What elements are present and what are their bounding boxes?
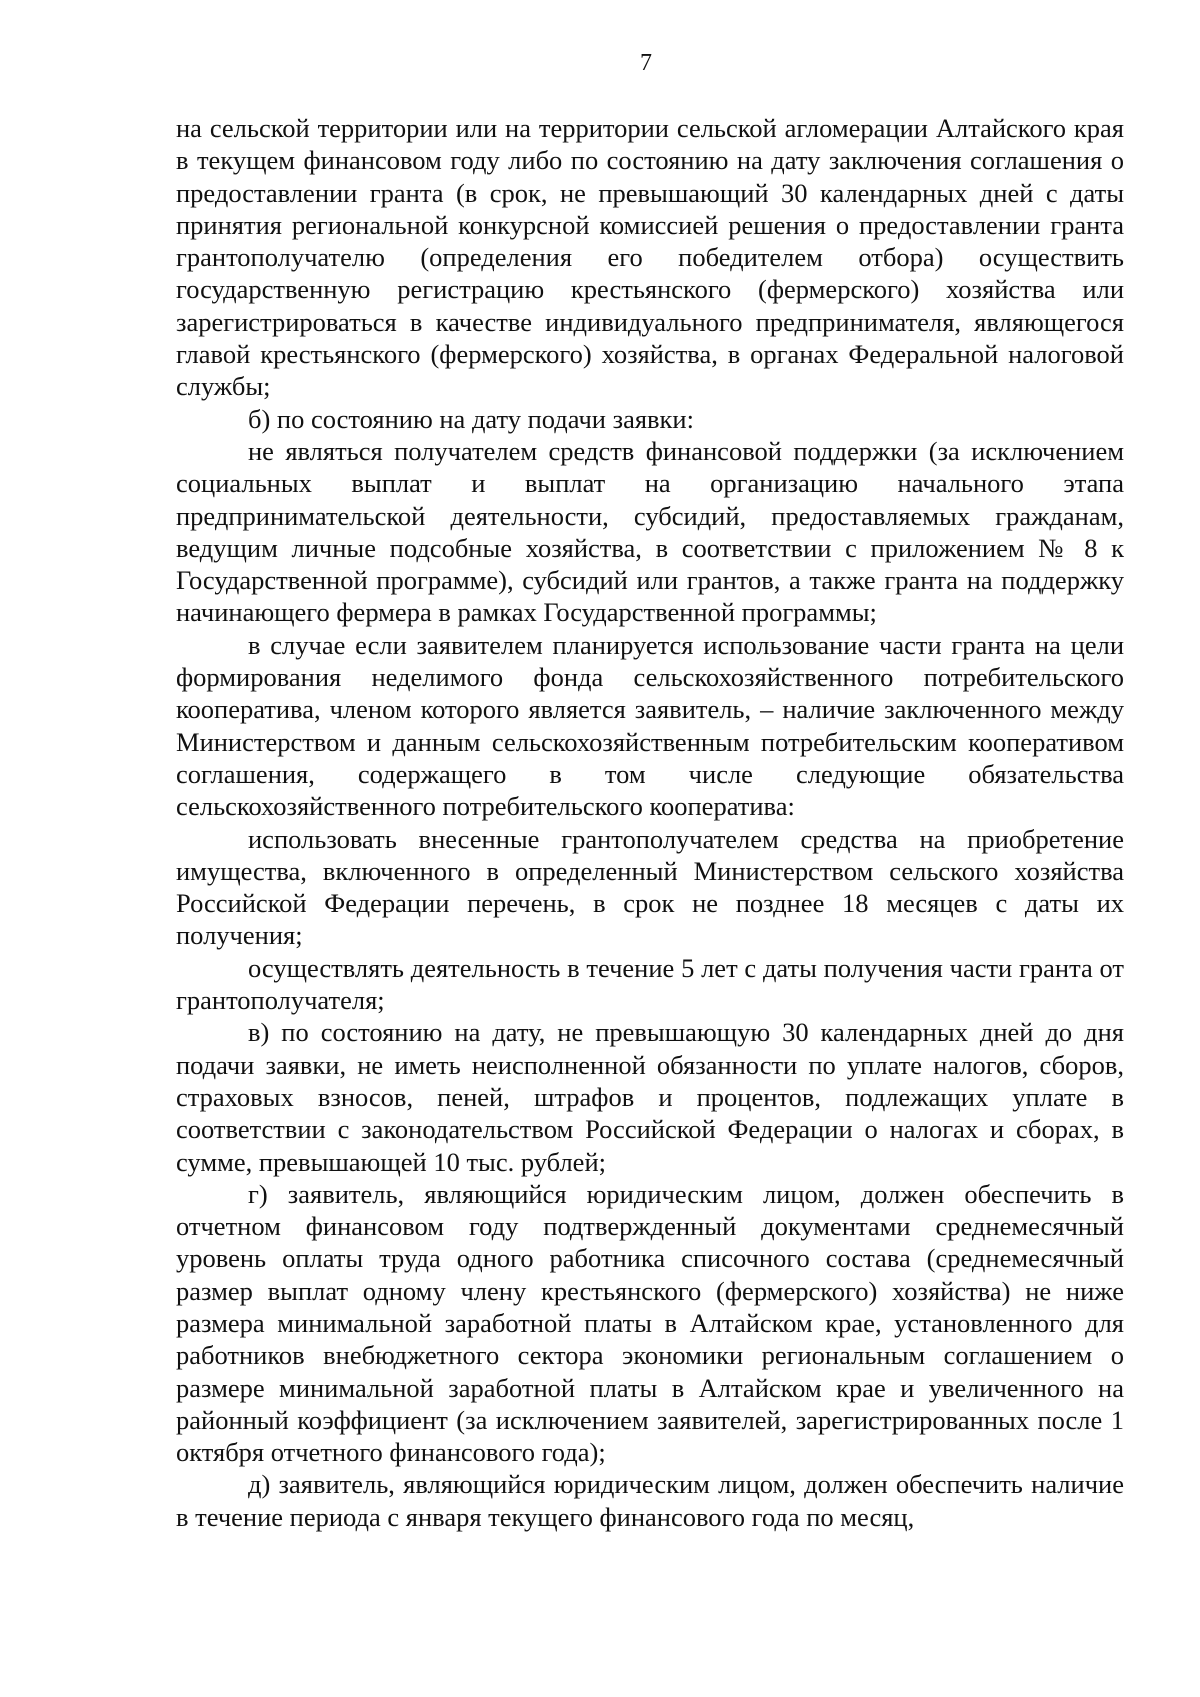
paragraph-b-obligation-2: осуществлять деятельность в течение 5 лет с даты получения части гранта от грантополучателя; [176, 952, 1124, 1016]
paragraph-continuation: на сельской территории или на территории сельской агломерации Алтайского края в текущем финансовом году либо по состоянию на дату заключения соглашения о предоставлении гранта (в срок, не превышающий 30 календарных дней с даты принятия региональной конкурсной комиссией решения о предоставлении гранта грантополучателю (определения его победителем отбора) осуществить государственную регистрацию крестьянского (фермерского) хозяйства или зарегистрироваться в качестве индивидуального предпринимателя, являющегося главой крестьянского (фермерского) хозяйства, в органах Федеральной налоговой службы; [176, 113, 1124, 402]
paragraph-d: д) заявитель, являющийся юридическим лицом, должен обеспечить наличие в течение периода с января текущего финансового года по месяц, [176, 1469, 1124, 1532]
paragraph-b-item-2: в случае если заявителем планируется использование части гранта на цели формирования неделимого фонда сельскохозяйственного потребительского кооператива, членом которого является заявитель, – наличие заключенного между Министерством и данным сельскохозяйственным потребительским кооперативом соглашения, содержащего в том числе следующие обязательства сельскохозяйственного потребительского кооператива: [176, 629, 1124, 822]
paragraph-g: г) заявитель, являющийся юридическим лицом, должен обеспечить в отчетном финансовом году подтвержденный документами среднемесячный уровень оплаты труда одного работника списочного состава (среднемесячный размер выплат одному члену крестьянского (фермерского) хозяйства) не ниже размера минимальной заработной платы в Алтайском крае, установленного для работников внебюджетного сектора экономики региональным соглашением о размере минимальной заработной платы в Алтайском крае и увеличенного на районный коэффициент (за исключением заявителей, зарегистрированных после 1 октября отчетного финансового года); [176, 1178, 1124, 1468]
paragraph-b-obligation-1: использовать внесенные грантополучателем средства на приобретение имущества, включенного в определенный Министерством сельского хозяйства Российской Федерации перечень, в срок не позднее 18 месяцев с даты их получения; [176, 823, 1124, 951]
page-number: 7 [640, 50, 652, 76]
paragraph-b: б) по состоянию на дату подачи заявки: [248, 403, 694, 434]
paragraph-v: в) по состоянию на дату, не превышающую 30 календарных дней до дня подачи заявки, не иметь неисполненной обязанности по уплате налогов, сборов, страховых взносов, пеней, штрафов и процентов, подлежащих уплате в соответствии с законодательством Российской Федерации о налогах и сборах, в сумме, превышающей 10 тыс. рублей; [176, 1017, 1124, 1177]
paragraph-b-item-1: не являться получателем средств финансовой поддержки (за исключением социальных выплат и выплат на организацию начального этапа предпринимательской деятельности, субсидий, предоставляемых гражданам, ведущим личные подсобные хозяйства, в соответствии с приложением № 8 к Государственной программе), субсидий или грантов, а также гранта на поддержку начинающего фермера в рамках Государственной программы; [176, 435, 1124, 628]
document-body [176, 112, 1124, 1533]
